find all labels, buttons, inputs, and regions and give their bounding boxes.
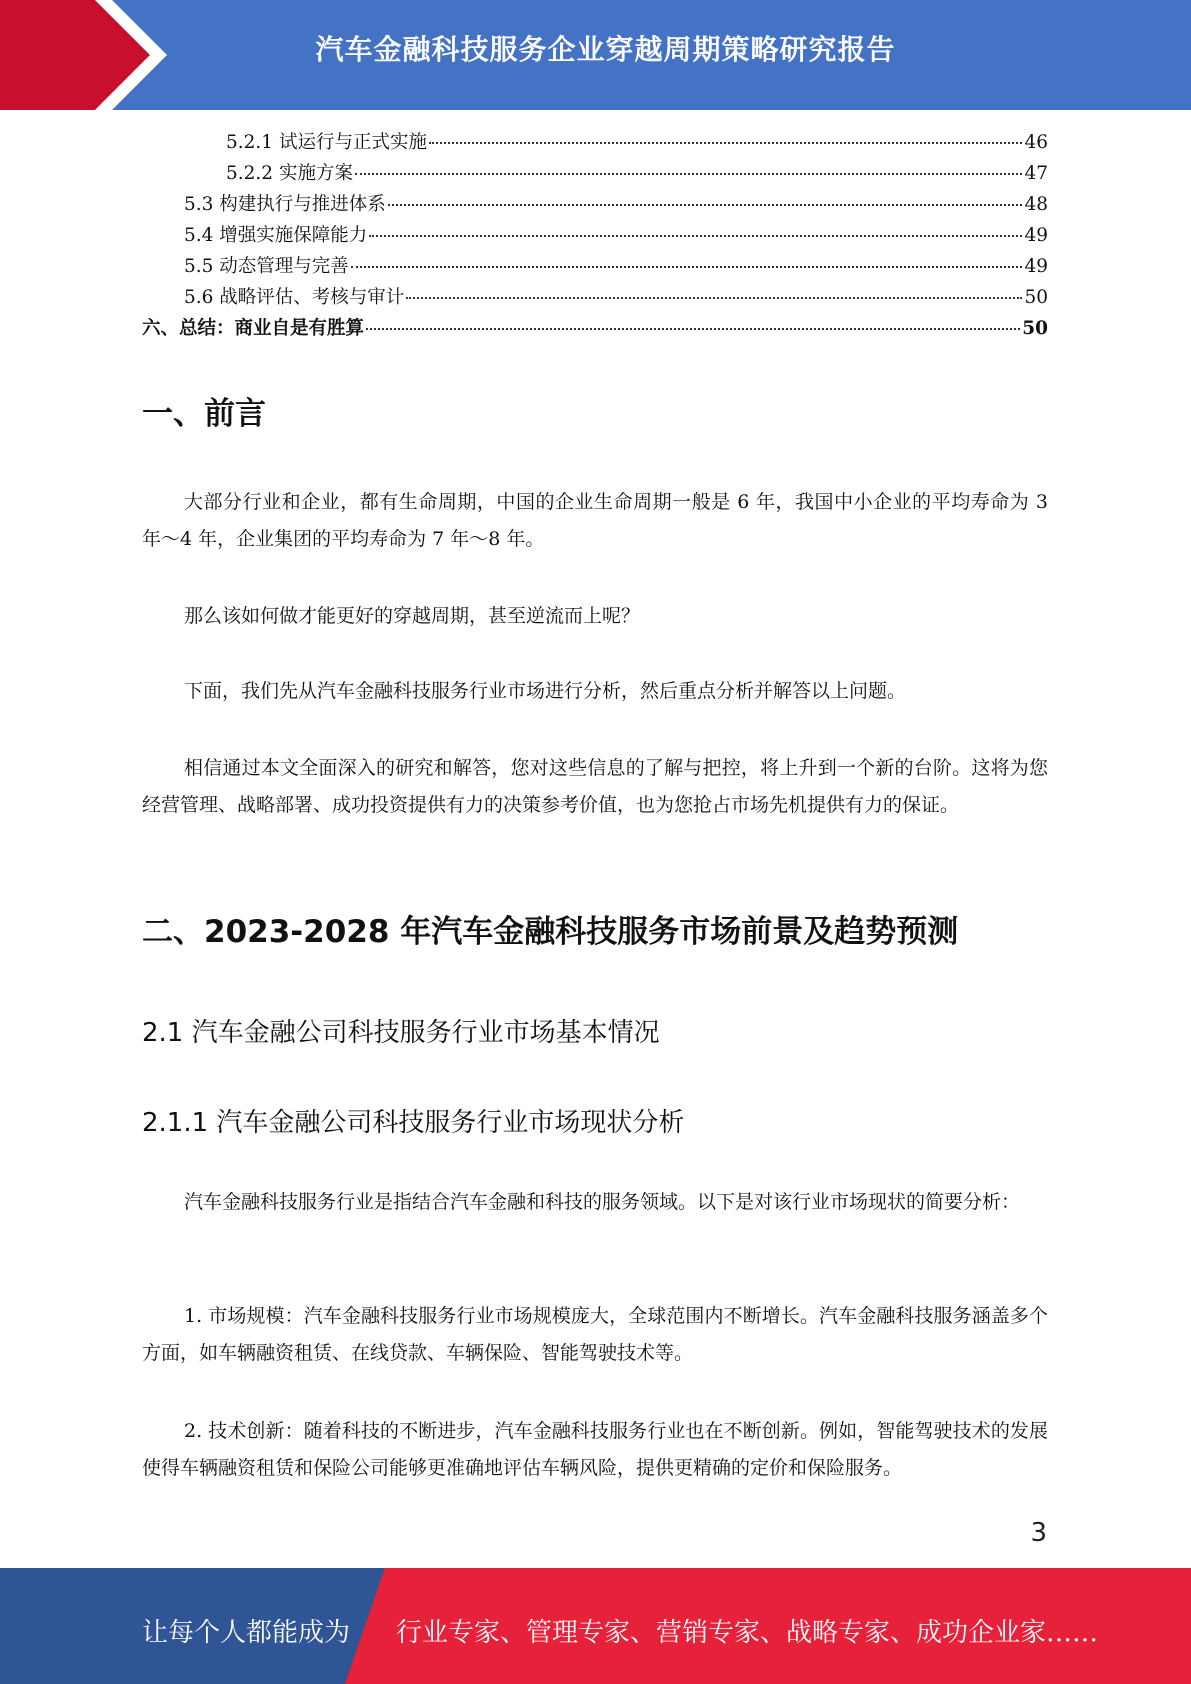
paragraph: 1. 市场规模：汽车金融科技服务行业市场规模庞大，全球范围内不断增长。汽车金融科技服务涵盖多个方面，如车辆融资租赁、在线贷款、车辆保险、智能驾驶技术等。 xyxy=(142,1305,1048,1364)
toc-entry-page: 50 xyxy=(1024,287,1048,308)
footer-slogan-left: 让每个人都能成为 xyxy=(142,1618,351,1648)
toc-entry-label: 5.2.2 实施方案 xyxy=(226,163,353,184)
toc-entry-5-2-1[interactable] xyxy=(142,128,1048,159)
toc-leader-dots xyxy=(369,234,1022,237)
table-of-contents xyxy=(142,128,1048,345)
footer-slogan-right: 行业专家、管理专家、营销专家、战略专家、成功企业家…… xyxy=(396,1618,1099,1648)
toc-entry-5-2-2[interactable] xyxy=(142,159,1048,190)
toc-entry-5-6[interactable] xyxy=(142,283,1048,314)
toc-leader-dots xyxy=(366,327,1020,330)
toc-entry-5-5[interactable] xyxy=(142,252,1048,283)
header-title: 汽车金融科技服务企业穿越周期策略研究报告 xyxy=(315,33,896,66)
toc-entry-chapter-6[interactable] xyxy=(142,314,1048,345)
section-heading-market-outlook: 二、2023-2028 年汽车金融科技服务市场前景及趋势预测 xyxy=(142,914,959,950)
toc-leader-dots xyxy=(429,141,1022,144)
toc-leader-dots xyxy=(406,296,1022,299)
toc-leader-dots xyxy=(355,172,1023,175)
toc-entry-page: 49 xyxy=(1024,256,1048,277)
section-heading-preface: 一、前言 xyxy=(142,396,266,432)
toc-entry-page: 50 xyxy=(1022,318,1048,339)
toc-entry-label: 5.3 构建执行与推进体系 xyxy=(184,194,386,215)
page-number: 3 xyxy=(1030,1518,1047,1548)
page-footer xyxy=(0,1568,1191,1684)
toc-leader-dots xyxy=(388,203,1023,206)
toc-entry-label: 5.6 战略评估、考核与审计 xyxy=(184,287,405,308)
toc-entry-label: 六、总结：商业自是有胜算 xyxy=(142,318,365,339)
toc-entry-page: 48 xyxy=(1024,194,1048,215)
paragraph: 汽车金融科技服务行业是指结合汽车金融和科技的服务领域。以下是对该行业市场现状的简要分析： xyxy=(184,1191,1021,1213)
paragraph: 下面，我们先从汽车金融科技服务行业市场进行分析，然后重点分析并解答以上问题。 xyxy=(184,680,907,702)
toc-entry-page: 47 xyxy=(1024,163,1048,184)
subsection-heading-2-1: 2.1 汽车金融公司科技服务行业市场基本情况 xyxy=(142,1018,660,1048)
subsection-heading-2-1-1: 2.1.1 汽车金融公司科技服务行业市场现状分析 xyxy=(142,1108,685,1138)
paragraph: 相信通过本文全面深入的研究和解答，您对这些信息的了解与把控，将上升到一个新的台阶。这将为您经营管理、战略部署、成功投资提供有力的决策参考价值，也为您抢占市场先机提供有力的保证。 xyxy=(142,757,1048,816)
toc-entry-page: 49 xyxy=(1024,225,1048,246)
paragraph: 大部分行业和企业，都有生命周期，中国的企业生命周期一般是 6 年，我国中小企业的平均寿命为 3 年～4 年，企业集团的平均寿命为 7 年～8 年。 xyxy=(142,491,1048,550)
toc-entry-label: 5.2.1 试运行与正式实施 xyxy=(226,132,427,153)
toc-leader-dots xyxy=(351,265,1023,268)
page-header xyxy=(0,0,1191,110)
toc-entry-page: 46 xyxy=(1024,132,1048,153)
toc-entry-5-3[interactable] xyxy=(142,190,1048,221)
paragraph: 那么该如何做才能更好的穿越周期，甚至逆流而上呢？ xyxy=(184,605,641,627)
paragraph: 2. 技术创新：随着科技的不断进步，汽车金融科技服务行业也在不断创新。例如，智能驾驶技术的发展使得车辆融资租赁和保险公司能够更准确地评估车辆风险，提供更精确的定价和保险服务。 xyxy=(142,1420,1048,1479)
toc-entry-label: 5.5 动态管理与完善 xyxy=(184,256,349,277)
toc-entry-5-4[interactable] xyxy=(142,221,1048,252)
toc-entry-label: 5.4 增强实施保障能力 xyxy=(184,225,368,246)
